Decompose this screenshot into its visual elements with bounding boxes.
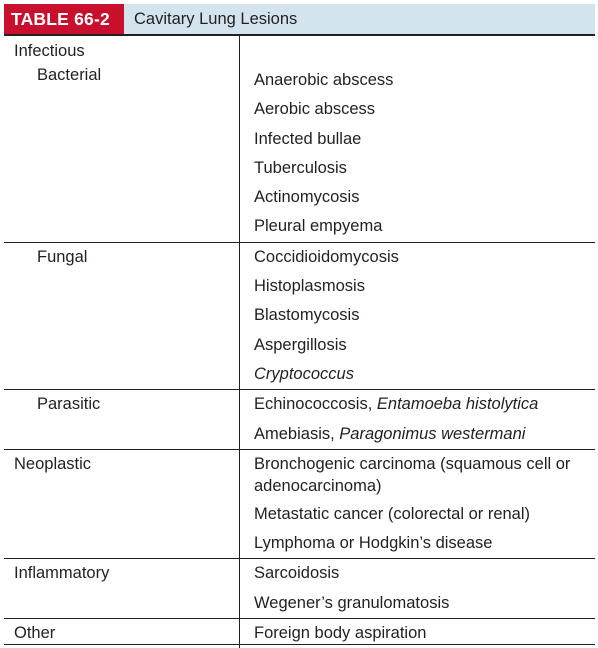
category-other: Other (14, 624, 56, 643)
list-item: Sarcoidosis (254, 564, 340, 583)
table-number: TABLE 66-2 (4, 4, 124, 34)
subcategory-bacterial: Bacterial (37, 66, 102, 84)
list-item: Wegener’s granulomatosis (254, 593, 450, 612)
cavitary-lung-lesions-table (4, 4, 595, 645)
organism-species: Paragonimus westermani (339, 424, 526, 443)
subcategory-parasitic: Parasitic (37, 395, 101, 414)
list-item: Foreign body aspiration (254, 624, 427, 643)
group-fungal (4, 242, 595, 389)
list-item: Metastatic cancer (colorectal or renal) (254, 504, 531, 523)
category-inflammatory: Inflammatory (14, 564, 110, 583)
list-item: Lymphoma or Hodgkin’s disease (254, 534, 493, 553)
table-title: Cavitary Lung Lesions (124, 4, 595, 34)
list-item: Tuberculosis (254, 158, 347, 177)
list-item: Blastomycosis (254, 306, 360, 325)
group-other (4, 619, 595, 648)
list-item: Anaerobic abscess (254, 71, 394, 89)
group-inflammatory (4, 559, 595, 619)
list-item: Cryptococcus (254, 364, 354, 383)
list-item (254, 420, 595, 449)
list-item: Histoplasmosis (254, 277, 365, 296)
subcategory-fungal: Fungal (37, 247, 88, 266)
list-item: Aerobic abscess (254, 100, 376, 119)
group-neoplastic (4, 449, 595, 559)
category-neoplastic: Neoplastic (14, 454, 92, 473)
group-parasitic (4, 390, 595, 450)
list-item: Coccidioidomycosis (254, 247, 399, 266)
organism-common: Amebiasis, (254, 424, 340, 443)
category-infectious: Infectious (14, 42, 85, 60)
organism-common: Echinococcosis, (254, 395, 377, 414)
list-item (254, 390, 595, 419)
lesions-grid (4, 36, 595, 648)
list-item: Aspergillosis (254, 335, 347, 354)
table-header (4, 4, 595, 36)
list-item: Pleural empyema (254, 217, 383, 236)
list-item: Bronchogenic carcinoma (squamous cell or adenocarcinoma) (254, 454, 571, 495)
list-item: Infected bullae (254, 129, 362, 148)
group-bacterial (4, 36, 595, 242)
organism-species: Entamoeba histolytica (376, 395, 539, 414)
list-item: Actinomycosis (254, 188, 360, 207)
